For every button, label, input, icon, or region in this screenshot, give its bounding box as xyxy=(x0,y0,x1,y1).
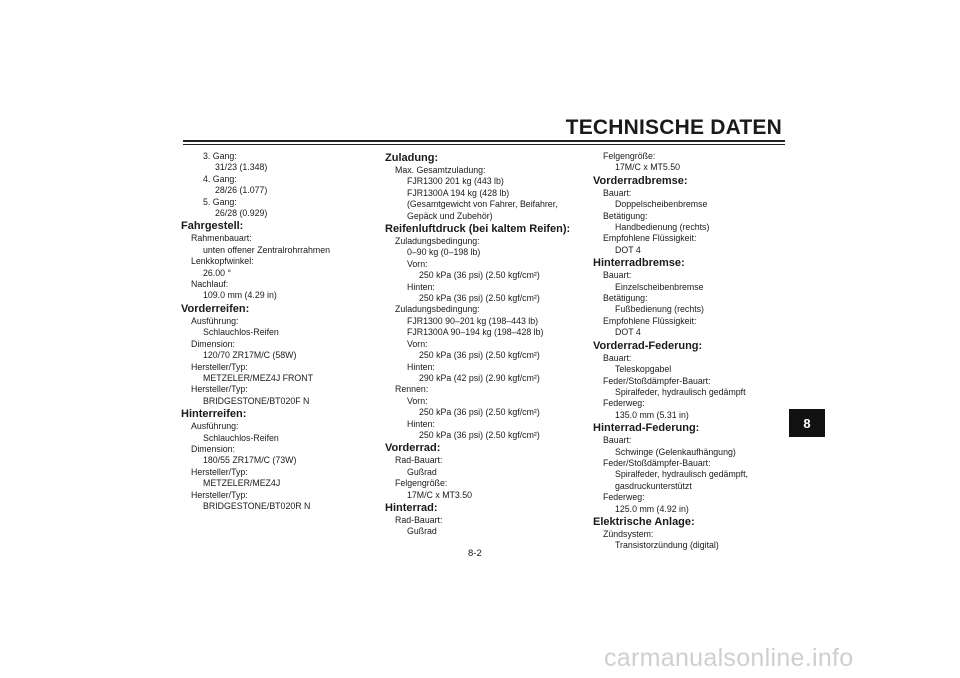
section-heading: Hinterrad-Federung: xyxy=(593,422,700,435)
spec-value: 120/70 ZR17M/C (58W) xyxy=(203,350,297,361)
page-number: 8-2 xyxy=(468,548,482,559)
spec-value: 4. Gang: xyxy=(203,173,237,184)
spec-label: Betätigung: xyxy=(603,210,648,221)
title-rule-thick xyxy=(183,140,785,142)
spec-value: 3. Gang: xyxy=(203,151,237,161)
spec-value: Vorn: xyxy=(407,338,428,349)
spec-value: 109.0 mm (4.29 in) xyxy=(203,290,277,301)
spec-label: Bauart: xyxy=(603,270,632,281)
section-heading: Vorderrad: xyxy=(385,442,441,455)
section-heading: Hinterradbremse: xyxy=(593,257,685,270)
spec-value: (Gesamtgewicht von Fahrer, Beifahrer, xyxy=(407,199,558,210)
spec-value: 5. Gang: xyxy=(203,196,237,207)
spec-value: 17M/C x MT5.50 xyxy=(615,162,681,173)
spec-label: Zuladungsbedingung: xyxy=(395,236,480,247)
spec-value: Vorn: xyxy=(407,258,428,269)
spec-label: Zuladungsbedingung: xyxy=(395,304,480,315)
spec-value: 290 kPa (42 psi) (2.90 kgf/cm²) xyxy=(419,372,540,383)
spec-value: METZELER/MEZ4J xyxy=(203,478,281,489)
spec-value: 31/23 (1.348) xyxy=(215,162,268,173)
spec-label: Dimension: xyxy=(191,443,236,454)
spec-value: FJR1300A 194 kg (428 lb) xyxy=(407,187,510,198)
spec-value: 125.0 mm (4.92 in) xyxy=(615,503,689,514)
section-heading: Vorderradbremse: xyxy=(593,174,688,187)
spec-value: FJR1300 90–201 kg (198–443 lb) xyxy=(407,315,539,326)
spec-label: Federweg: xyxy=(603,492,645,503)
spec-value: Gepäck und Zubehör) xyxy=(407,210,493,221)
spec-value: Gußrad xyxy=(407,526,437,537)
spec-value: Doppelscheibenbremse xyxy=(615,199,708,210)
spec-label: Ausführung: xyxy=(191,315,239,326)
spec-label: Bauart: xyxy=(603,435,632,446)
watermark: carmanualsonline.info xyxy=(604,644,854,672)
spec-label: Hersteller/Typ: xyxy=(191,384,248,395)
chapter-tab: 8 xyxy=(789,409,825,437)
spec-value: 250 kPa (36 psi) (2.50 kgf/cm²) xyxy=(419,293,540,304)
spec-value: Vorn: xyxy=(407,395,428,406)
spec-label: Empfohlene Flüssigkeit: xyxy=(603,233,697,244)
section-heading: Elektrische Anlage: xyxy=(593,515,695,528)
spec-label: Felgengröße: xyxy=(395,478,448,489)
spec-label: Hersteller/Typ: xyxy=(191,466,248,477)
section-heading: Fahrgestell: xyxy=(181,220,244,233)
spec-value: Transistorzündung (digital) xyxy=(615,540,719,551)
spec-value: 250 kPa (36 psi) (2.50 kgf/cm²) xyxy=(419,270,540,281)
spec-value: METZELER/MEZ4J FRONT xyxy=(203,372,313,383)
spec-value: FJR1300A 90–194 kg (198–428 lb) xyxy=(407,327,544,338)
spec-label: Rad-Bauart: xyxy=(395,455,443,466)
spec-value: 0–90 kg (0–198 lb) xyxy=(407,247,481,258)
spec-value: BRIDGESTONE/BT020R N xyxy=(203,500,311,511)
spec-value: 250 kPa (36 psi) (2.50 kgf/cm²) xyxy=(419,407,540,418)
section-heading: Zuladung: xyxy=(385,152,439,164)
spec-value: Teleskopgabel xyxy=(615,364,672,375)
spec-value: Einzelscheibenbremse xyxy=(615,281,704,292)
spec-value: Schlauchlos-Reifen xyxy=(203,327,279,338)
spec-label: Rennen: xyxy=(395,384,429,395)
spec-value: FJR1300 201 kg (443 lb) xyxy=(407,176,504,187)
section-heading: Vorderrad-Federung: xyxy=(593,339,703,352)
spec-value: DOT 4 xyxy=(615,244,641,255)
spec-label: Betätigung: xyxy=(603,293,648,304)
spec-value: gasdruckunterstützt xyxy=(615,480,692,491)
spec-value: Schwinge (Gelenkaufhängung) xyxy=(615,446,736,457)
spec-label: Federweg: xyxy=(603,398,645,409)
spec-label: Hersteller/Typ: xyxy=(191,489,248,500)
title-rule-thin xyxy=(183,144,785,145)
spec-value: Fußbedienung (rechts) xyxy=(615,304,704,315)
spec-label: Nachlauf: xyxy=(191,279,229,290)
spec-value: 180/55 ZR17M/C (73W) xyxy=(203,455,297,466)
spec-label: Rahmenbauart: xyxy=(191,233,252,244)
spec-value: Spiralfeder, hydraulisch gedämpft, xyxy=(615,469,749,480)
spec-value: Hinten: xyxy=(407,361,435,372)
spec-value: Hinten: xyxy=(407,418,435,429)
section-heading: Reifenluftdruck (bei kaltem Reifen): xyxy=(385,223,571,236)
spec-value: 135.0 mm (5.31 in) xyxy=(615,409,689,420)
spec-value: DOT 4 xyxy=(615,327,641,338)
spec-value: 250 kPa (36 psi) (2.50 kgf/cm²) xyxy=(419,350,540,361)
spec-value: 26/28 (0.929) xyxy=(215,208,268,219)
spec-value: 17M/C x MT3.50 xyxy=(407,489,473,500)
page-title: TECHNISCHE DATEN xyxy=(565,116,782,139)
spec-value: 250 kPa (36 psi) (2.50 kgf/cm²) xyxy=(419,429,540,440)
spec-column-3 xyxy=(593,151,748,552)
section-heading: Hinterreifen: xyxy=(181,408,247,421)
spec-label: Feder/Stoßdämpfer-Bauart: xyxy=(603,457,711,468)
spec-value: Gußrad xyxy=(407,466,437,477)
spec-label: Felgengröße: xyxy=(603,151,656,161)
spec-value: Spiralfeder, hydraulisch gedämpft xyxy=(615,386,746,397)
spec-label: Rad-Bauart: xyxy=(395,514,443,525)
spec-column-1 xyxy=(181,151,330,512)
spec-value: 26.00 ° xyxy=(203,267,231,278)
section-heading: Hinterrad: xyxy=(385,501,438,514)
spec-label: Ausführung: xyxy=(191,421,239,432)
spec-label: Hersteller/Typ: xyxy=(191,361,248,372)
spec-label: Feder/Stoßdämpfer-Bauart: xyxy=(603,375,711,386)
spec-label: Lenkkopfwinkel: xyxy=(191,256,254,267)
spec-value: 28/26 (1.077) xyxy=(215,185,268,196)
spec-value: BRIDGESTONE/BT020F N xyxy=(203,395,310,406)
spec-label: Empfohlene Flüssigkeit: xyxy=(603,315,697,326)
spec-label: Bauart: xyxy=(603,352,632,363)
spec-label: Max. Gesamtzuladung: xyxy=(395,165,486,175)
spec-value: Schlauchlos-Reifen xyxy=(203,432,279,443)
spec-value: Hinten: xyxy=(407,281,435,292)
spec-column-2 xyxy=(385,151,570,538)
spec-label: Bauart: xyxy=(603,187,632,198)
spec-value: Handbedienung (rechts) xyxy=(615,222,710,233)
section-heading: Vorderreifen: xyxy=(181,302,250,315)
spec-value: unten offener Zentralrohrrahmen xyxy=(203,244,330,255)
spec-label: Dimension: xyxy=(191,338,236,349)
spec-label: Zündsystem: xyxy=(603,528,654,539)
